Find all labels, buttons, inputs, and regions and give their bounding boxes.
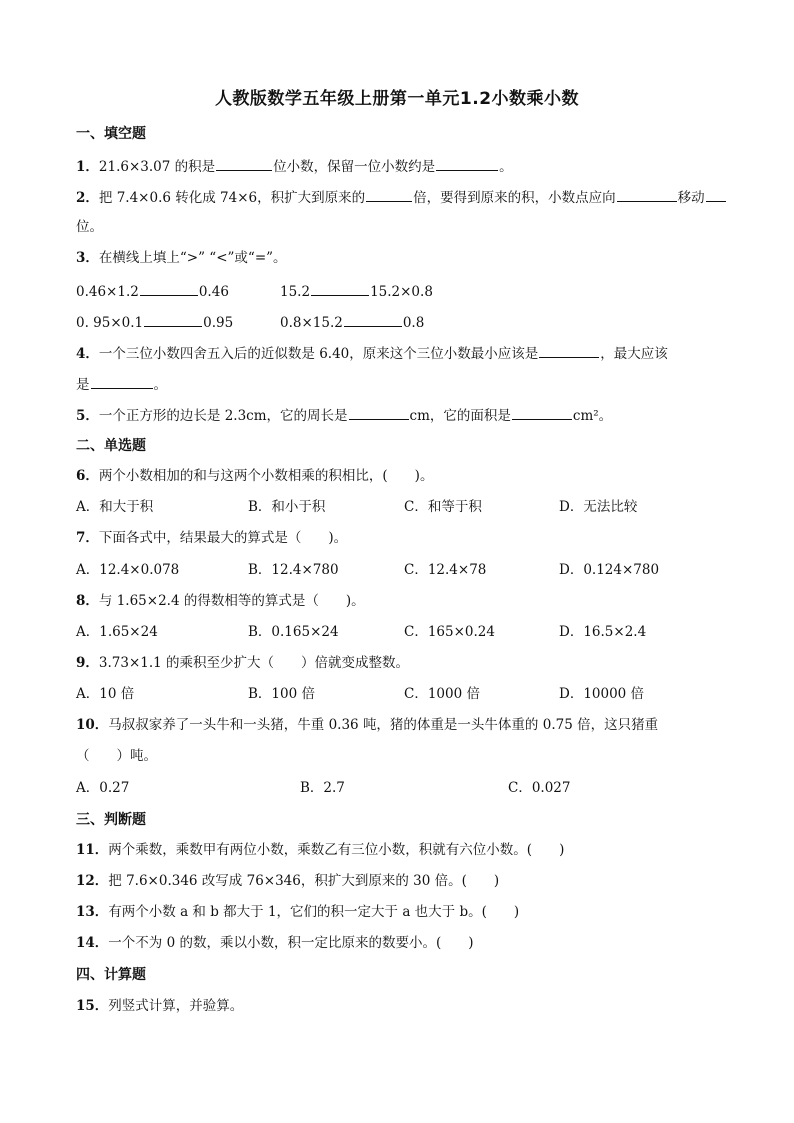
question-6 xyxy=(76,466,433,486)
answer-blank[interactable] xyxy=(617,186,677,202)
question-text: 3.73×1.1 的乘积至少扩大（ ）倍就变成整数。 xyxy=(98,655,410,671)
compare-item xyxy=(280,280,433,302)
compare-left: 0. 95×0.1 xyxy=(76,315,144,331)
question-text: cm²。 xyxy=(572,408,613,424)
answer-blank[interactable] xyxy=(91,373,153,389)
question-text: 把 7.4×0.6 转化成 74×6，积扩大到原来的 xyxy=(98,190,366,206)
answer-blank[interactable] xyxy=(706,186,726,202)
question-4 xyxy=(76,342,668,364)
question-10 xyxy=(76,715,658,735)
answer-blank[interactable] xyxy=(366,186,412,202)
question-number: 12． xyxy=(76,873,109,889)
question-text: 列竖式计算，并验算。 xyxy=(108,998,244,1014)
question-number: 9． xyxy=(76,655,99,671)
compare-right: 15.2×0.8 xyxy=(370,284,433,300)
compare-left: 0.8×15.2 xyxy=(280,315,343,331)
question-10-cont: （ ）吨。 xyxy=(76,748,157,764)
option-d[interactable]: D．无法比较 xyxy=(559,499,638,515)
question-number: 14． xyxy=(76,935,109,951)
question-14 xyxy=(76,933,474,953)
compare-item xyxy=(76,311,233,333)
question-number: 15． xyxy=(76,998,109,1014)
question-number: 1． xyxy=(76,159,99,175)
section-calculation: 四、计算题 xyxy=(76,967,146,983)
question-text: 移动 xyxy=(677,190,705,206)
answer-blank[interactable] xyxy=(311,280,369,296)
question-text: cm，它的面积是 xyxy=(409,408,511,424)
question-number: 11． xyxy=(76,842,109,858)
option-b[interactable]: B．12.4×780 xyxy=(248,562,339,578)
question-8 xyxy=(76,591,365,611)
question-number: 4． xyxy=(76,346,99,362)
option-c[interactable]: C．165×0.24 xyxy=(404,624,495,640)
compare-right: 0.8 xyxy=(402,315,425,331)
question-4-cont xyxy=(76,373,167,395)
section-fill-blank: 一、填空题 xyxy=(76,126,146,142)
option-b[interactable]: B．和小于积 xyxy=(248,499,326,515)
question-15 xyxy=(76,996,243,1016)
question-12 xyxy=(76,871,499,891)
answer-blank[interactable] xyxy=(144,311,202,327)
option-d[interactable]: D．10000 倍 xyxy=(559,686,645,702)
answer-blank[interactable] xyxy=(539,342,599,358)
compare-right: 0.95 xyxy=(203,315,234,331)
compare-left: 15.2 xyxy=(280,284,311,300)
question-number: 10． xyxy=(76,717,109,733)
question-text: 把 7.6×0.346 改写成 76×346，积扩大到原来的 30 倍。( ) xyxy=(108,873,500,889)
question-11 xyxy=(76,840,564,860)
option-c[interactable]: C．和等于积 xyxy=(404,499,482,515)
question-text: 有两个小数 a 和 b 都大于 1，它们的积一定大于 a 也大于 b。( ) xyxy=(108,904,520,920)
compare-right: 0.46 xyxy=(198,284,229,300)
option-b[interactable]: B．2.7 xyxy=(300,780,345,796)
section-single-choice: 二、单选题 xyxy=(76,438,146,454)
question-text: ，最大应该 xyxy=(600,346,668,362)
option-c[interactable]: C．0.027 xyxy=(508,780,571,796)
section-true-false: 三、判断题 xyxy=(76,812,146,828)
question-text: 马叔叔家养了一头牛和一头猪，牛重 0.36 吨，猪的体重是一头牛体重的 0.75 倍，这只猪重 xyxy=(108,717,659,733)
question-number: 3． xyxy=(76,250,99,266)
question-text: 两个小数相加的和与这两个小数相乘的积相比，( )。 xyxy=(98,468,434,484)
answer-blank[interactable] xyxy=(512,404,572,420)
question-number: 13． xyxy=(76,904,109,920)
question-text: 。 xyxy=(153,377,167,393)
compare-left: 0.46×1.2 xyxy=(76,284,139,300)
question-text: 下面各式中，结果最大的算式是（ )。 xyxy=(98,530,348,546)
question-7 xyxy=(76,528,347,548)
question-number: 6． xyxy=(76,468,99,484)
option-b[interactable]: B．100 倍 xyxy=(248,686,315,702)
answer-blank[interactable] xyxy=(436,155,498,171)
answer-blank[interactable] xyxy=(216,155,272,171)
option-b[interactable]: B．0.165×24 xyxy=(248,624,339,640)
option-c[interactable]: C．12.4×78 xyxy=(404,562,487,578)
option-a[interactable]: A．12.4×0.078 xyxy=(76,562,180,578)
question-text: 与 1.65×2.4 的得数相等的算式是（ )。 xyxy=(98,593,365,609)
page-title: 人教版数学五年级上册第一单元1.2小数乘小数 xyxy=(214,89,580,109)
answer-blank[interactable] xyxy=(344,311,402,327)
question-text: 两个乘数，乘数甲有两位小数，乘数乙有三位小数，积就有六位小数。( ) xyxy=(108,842,565,858)
question-number: 7． xyxy=(76,530,99,546)
question-9 xyxy=(76,653,409,673)
option-a[interactable]: A．0.27 xyxy=(76,780,130,796)
question-text: 一个三位小数四舍五入后的近似数是 6.40，原来这个三位小数最小应该是 xyxy=(98,346,539,362)
question-number: 5． xyxy=(76,408,99,424)
question-text: 一个不为 0 的数，乘以小数，积一定比原来的数要小。( ) xyxy=(108,935,474,951)
option-a[interactable]: A．和大于积 xyxy=(76,499,154,515)
option-c[interactable]: C．1000 倍 xyxy=(404,686,480,702)
question-2-cont: 位。 xyxy=(76,219,103,235)
question-number: 8． xyxy=(76,593,99,609)
answer-blank[interactable] xyxy=(349,404,409,420)
compare-item xyxy=(280,311,424,333)
question-13 xyxy=(76,902,519,922)
option-d[interactable]: D．0.124×780 xyxy=(559,562,660,578)
answer-blank[interactable] xyxy=(140,280,198,296)
question-text: 是 xyxy=(76,377,90,393)
question-5 xyxy=(76,404,612,426)
question-number: 2． xyxy=(76,190,99,206)
option-d[interactable]: D．16.5×2.4 xyxy=(559,624,647,640)
question-2 xyxy=(76,186,727,208)
question-3 xyxy=(76,248,287,268)
option-a[interactable]: A．10 倍 xyxy=(76,686,135,702)
question-1 xyxy=(76,155,513,177)
compare-item xyxy=(76,280,229,302)
question-text: 在横线上填上“>” “<”或“=”。 xyxy=(98,250,287,266)
question-text: 21.6×3.07 的积是 xyxy=(98,159,216,175)
question-text: 倍，要得到原来的积，小数点应向 xyxy=(413,190,616,206)
option-a[interactable]: A．1.65×24 xyxy=(76,624,158,640)
question-text: 一个正方形的边长是 2.3cm，它的周长是 xyxy=(98,408,348,424)
question-text: 。 xyxy=(499,159,513,175)
question-text: 位小数，保留一位小数约是 xyxy=(273,159,436,175)
